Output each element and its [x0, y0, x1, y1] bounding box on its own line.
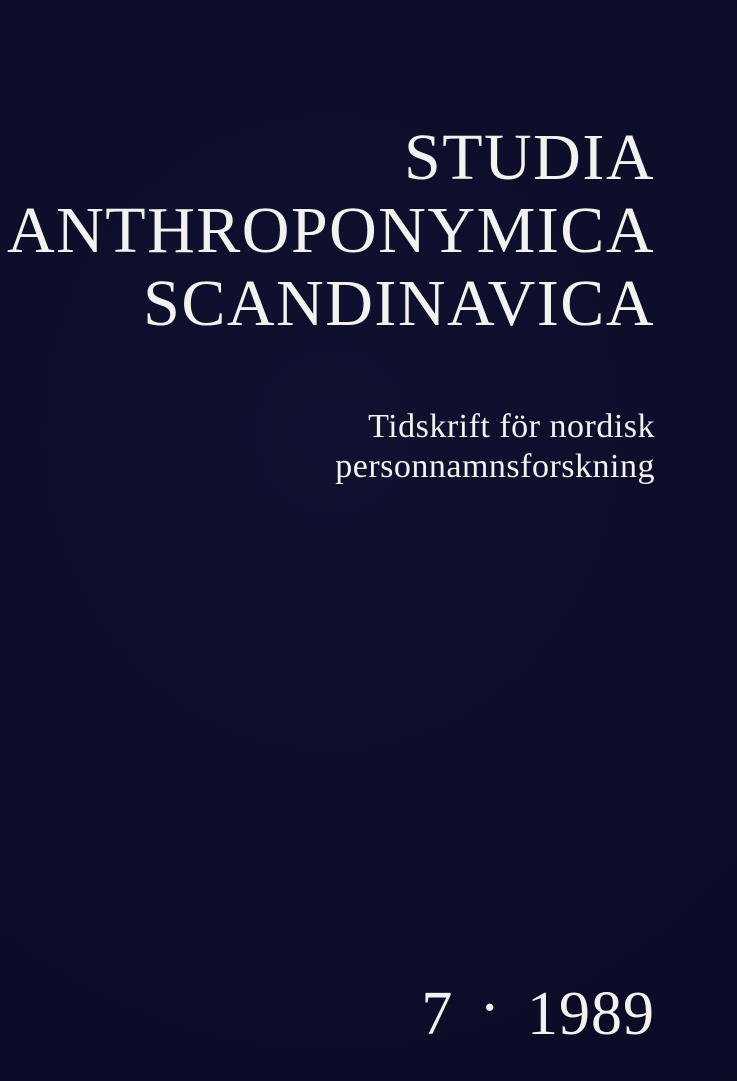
journal-subtitle [0, 407, 655, 487]
subtitle-line-2: personnamnsforskning [335, 448, 655, 485]
issue-number: 7 [421, 980, 454, 1048]
title-line-2: ANTHROPONYMICA [6, 194, 655, 267]
journal-title [0, 121, 655, 340]
title-line-3: SCANDINAVICA [143, 267, 655, 340]
title-line-1: STUDIA [404, 121, 655, 194]
issue-and-year [0, 974, 655, 1048]
subtitle-line-1: Tidskrift för nordisk [368, 408, 655, 445]
issue-year: 1989 [527, 980, 655, 1048]
issue-separator-dot: · [479, 974, 501, 1042]
